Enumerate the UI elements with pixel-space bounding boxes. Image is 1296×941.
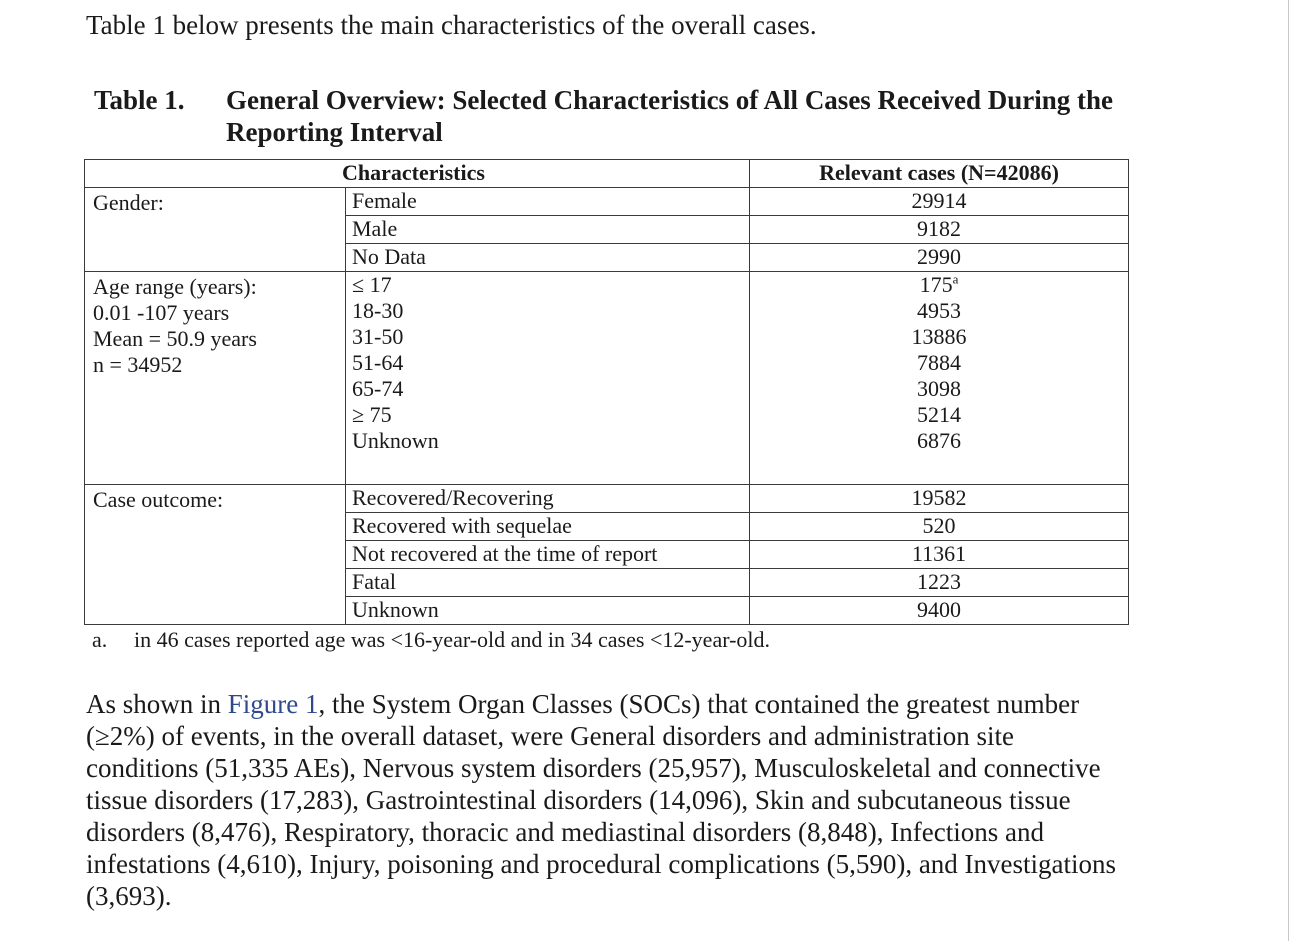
age-category-list [346, 272, 750, 485]
row-category: Recovered/Recovering [346, 485, 750, 513]
age-label-line: Age range (years): [93, 274, 257, 299]
row-category: ≤ 17 [352, 272, 392, 297]
table-row [85, 272, 1129, 485]
row-category: ≥ 75 [352, 402, 392, 427]
table-footnote [92, 627, 770, 653]
row-category: Not recovered at the time of report [346, 541, 750, 569]
row-value: 4953 [917, 298, 962, 323]
row-value: 6876 [917, 428, 962, 453]
header-characteristics: Characteristics [85, 160, 750, 188]
row-category: Recovered with sequelae [346, 513, 750, 541]
row-value: 7884 [917, 350, 962, 375]
row-value: 29914 [750, 188, 1129, 216]
row-category: Unknown [346, 597, 750, 625]
age-label-line: n = 34952 [93, 352, 183, 377]
intro-sentence: Table 1 below presents the main characteristics of the overall cases. [86, 10, 817, 40]
row-value: 13886 [911, 324, 967, 349]
table-caption-title: General Overview: Selected Characteristics of All Cases Received During the Reporting Interval [226, 85, 1114, 147]
row-category: Fatal [346, 569, 750, 597]
row-category: 18-30 [352, 298, 404, 323]
characteristics-table [84, 159, 1129, 625]
row-value: 1223 [750, 569, 1129, 597]
row-category: 51-64 [352, 350, 404, 375]
table-row [85, 188, 1129, 216]
row-value: 9182 [750, 216, 1129, 244]
row-category: 65-74 [352, 376, 404, 401]
row-value: 2990 [750, 244, 1129, 272]
age-label-line: Mean = 50.9 years [93, 326, 257, 351]
row-value: 3098 [917, 376, 962, 401]
row-category: 31-50 [352, 324, 404, 349]
header-relevant-cases: Relevant cases (N=42086) [750, 160, 1129, 188]
age-label-line: 0.01 -107 years [93, 300, 230, 325]
figure-1-link[interactable]: Figure 1 [227, 689, 319, 719]
footnote-text: in 46 cases reported age was <16-year-old and in 34 cases <12-year-old. [134, 627, 771, 652]
row-value: 11361 [750, 541, 1129, 569]
row-value: 5214 [917, 402, 962, 427]
table-row [85, 485, 1129, 513]
row-category: Male [346, 216, 750, 244]
footnote-marker: a [952, 271, 959, 287]
row-category: Unknown [352, 428, 439, 453]
row-category: No Data [346, 244, 750, 272]
outcome-label: Case outcome: [85, 485, 346, 625]
age-label [85, 272, 346, 485]
paragraph-lead: As shown in [86, 689, 228, 719]
row-value: 520 [750, 513, 1129, 541]
row-value: 175 [919, 272, 953, 297]
table-header-row [85, 160, 1129, 188]
body-paragraph [86, 688, 1126, 912]
footnote-letter: a. [92, 627, 108, 652]
row-value: 19582 [750, 485, 1129, 513]
age-value-list [750, 272, 1129, 485]
table-caption-label: Table 1. [94, 85, 185, 115]
gender-label: Gender: [85, 188, 346, 272]
row-value: 9400 [750, 597, 1129, 625]
page-edge-line [1288, 0, 1289, 941]
row-category: Female [346, 188, 750, 216]
paragraph-rest: , the System Organ Classes (SOCs) that contained the greatest number (≥2%) of events, in the overall dataset, were General disorders and administration site conditions (51,335 AEs), Nervous system disorders (25,957), Musculoskeletal and connective tissue disorders (17,283), Gastrointestinal disorders (14,096), Skin and subcutaneous tissue disorders (8,476), Respiratory, thoracic and mediastinal disorders (8,848), Infections and infestations (4,610), Injury, poisoning and procedural complications (5,590), and Investigations (3,693). [86, 689, 1117, 911]
